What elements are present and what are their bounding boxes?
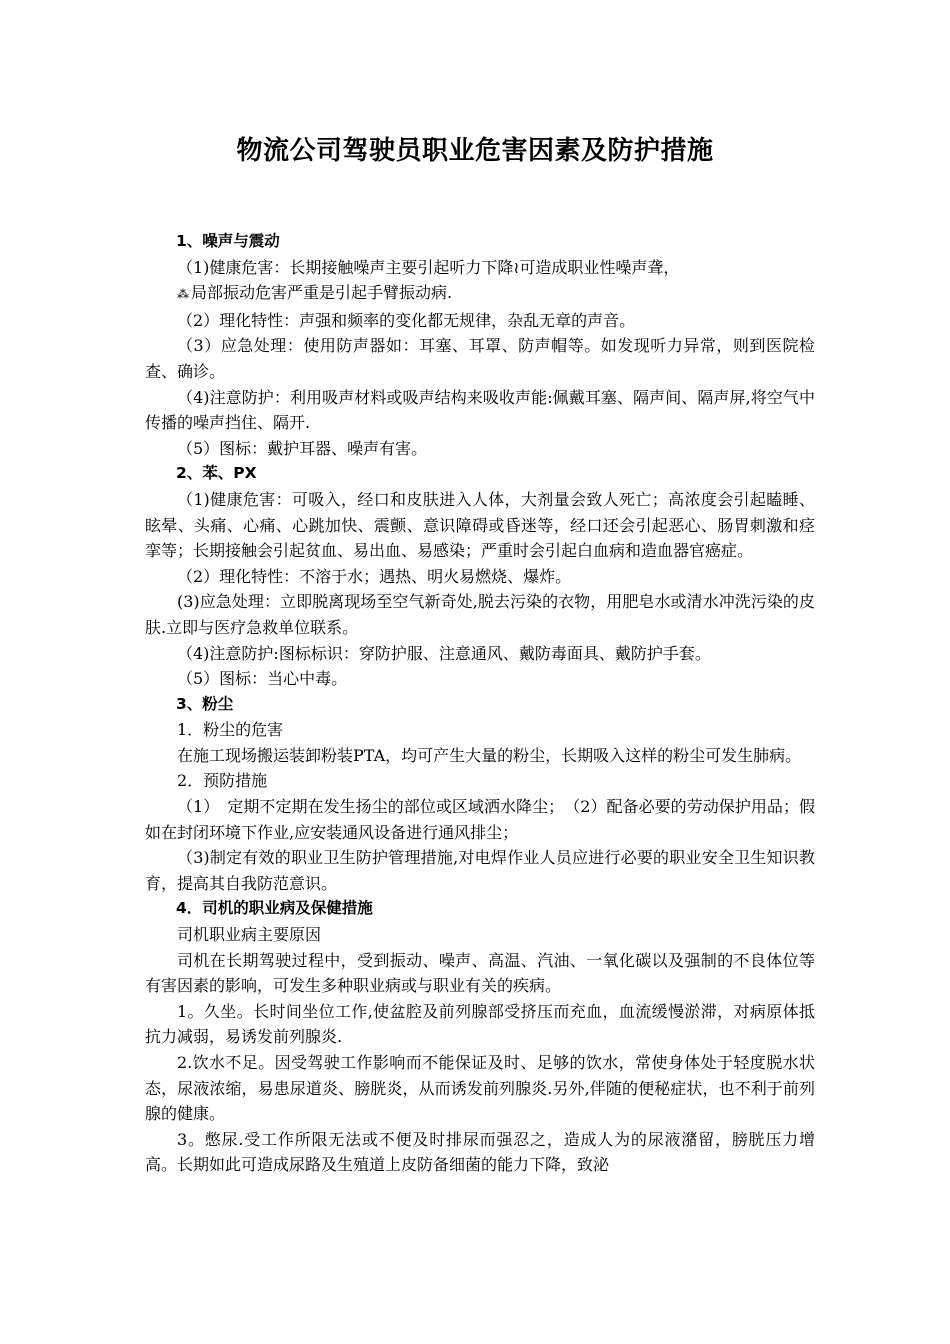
paragraph: （2）理化特性：声强和频率的变化都无规律，杂乱无章的声音。 [177,310,636,330]
paragraph-text: 局部振动危害严重是引起手臂振动病. [191,283,453,303]
paragraph: （4)注意防护：利用吸声材料或吸声结构来吸收声能:佩戴耳塞、隔声间、隔声屏,将空气中传播的噪声挡住、隔开. [145,387,815,433]
paragraph: （3)制定有效的职业卫生防护管理措施,对电焊作业人员应进行必要的职业安全卫生知识教育，提高其自我防范意识。 [145,848,815,893]
paragraph: 3。憋尿.受工作所限无法或不便及时排尿而强忍之，造成人为的尿液潴留，膀胱压力增高。长期如此可造成尿路及生殖道上皮防备细菌的能力下降，致泌 [145,1129,815,1175]
section-heading-noise: 1、噪声与震动 [176,232,280,250]
paragraph [145,255,815,308]
paragraph-text: （1)健康危害：长期接触噪声主要引起听力下降≀可造成职业性噪声聋， [177,257,680,277]
document-body [145,229,815,1178]
paragraph: 在施工现场搬运装卸粉装PTA，均可产生大量的粉尘，长期吸入这样的粉尘可发生肺病。 [177,745,802,765]
subheading: 2．预防措施 [177,771,268,791]
paragraph: 司机在长期驾驶过程中，受到振动、噪声、高温、汽油、一氧化碳以及强制的不良体位等有害因素的影响，可发生多种职业病或与职业有关的疾病。 [145,950,815,996]
paragraph: （4)注意防护:图标标识：穿防护服、注意通风、戴防毒面具、戴防护手套。 [177,643,711,663]
section-heading-dust: 3、粉尘 [176,694,234,713]
document-title: 物流公司驾驶员职业危害因素及防护措施 [236,136,714,166]
section-heading-benzene: 2、苯、PX [176,464,257,483]
paragraph: 1。久坐。长时间坐位工作,使盆腔及前列腺部受挤压而充血，血流缓慢淤滞，对病原体抵抗力减弱，易诱发前列腺炎. [145,1001,815,1047]
paragraph: （5）图标：戴护耳器、噪声有害。 [177,438,428,458]
subheading: 1．粉尘的危害 [177,720,284,740]
paragraph: （3）应急处理：使用防声器如：耳塞、耳罩、防声帽等。如发现听力异常，则到医院检查、确诊。 [145,336,815,381]
paragraph: （2）理化特性：不溶于水；遇热、明火易燃烧、爆炸。 [177,566,572,586]
paragraph: 2.饮水不足。因受驾驶工作影响而不能保证及时、足够的饮水，常使身体处于轻度脱水状态，尿液浓缩，易患尿道炎、膀胱炎，从而诱发前列腺炎.另外,伴随的便秘症状，也不利于前列腺的健康。 [145,1053,815,1124]
section-heading-driver-health: 4．司机的职业病及保健措施 [176,899,373,918]
paragraph: （1)健康危害：可吸入，经口和皮肤进入人体，大剂量会致人死亡；高浓度会引起瞌睡、眩晕、头痛、心痛、心跳加快、震颤、意识障碍或昏迷等，经口还会引起恶心、肠胃刺激和痉挛等；长期接触会引起贫血、易出血、易感染；严重时会引起白血病和造血器官癌症。 [145,489,815,561]
paragraph: （1） 定期不定期在发生扬尘的部位或区域洒水降尘； （2）配备必要的劳动保护用品；假如在封闭环境下作业,应安装通风设备进行通风排尘； [145,797,815,842]
paragraph: (3)应急处理：立即脱离现场至空气新奇处,脱去污染的衣物，用肥皂水或清水冲洗污染的皮肤.立即与医疗急救单位联系。 [145,592,815,637]
ornament-icon: ⁂ [177,287,189,302]
subheading: 司机职业病主要原因 [177,925,322,945]
paragraph: （5）图标：当心中毒。 [177,669,348,689]
